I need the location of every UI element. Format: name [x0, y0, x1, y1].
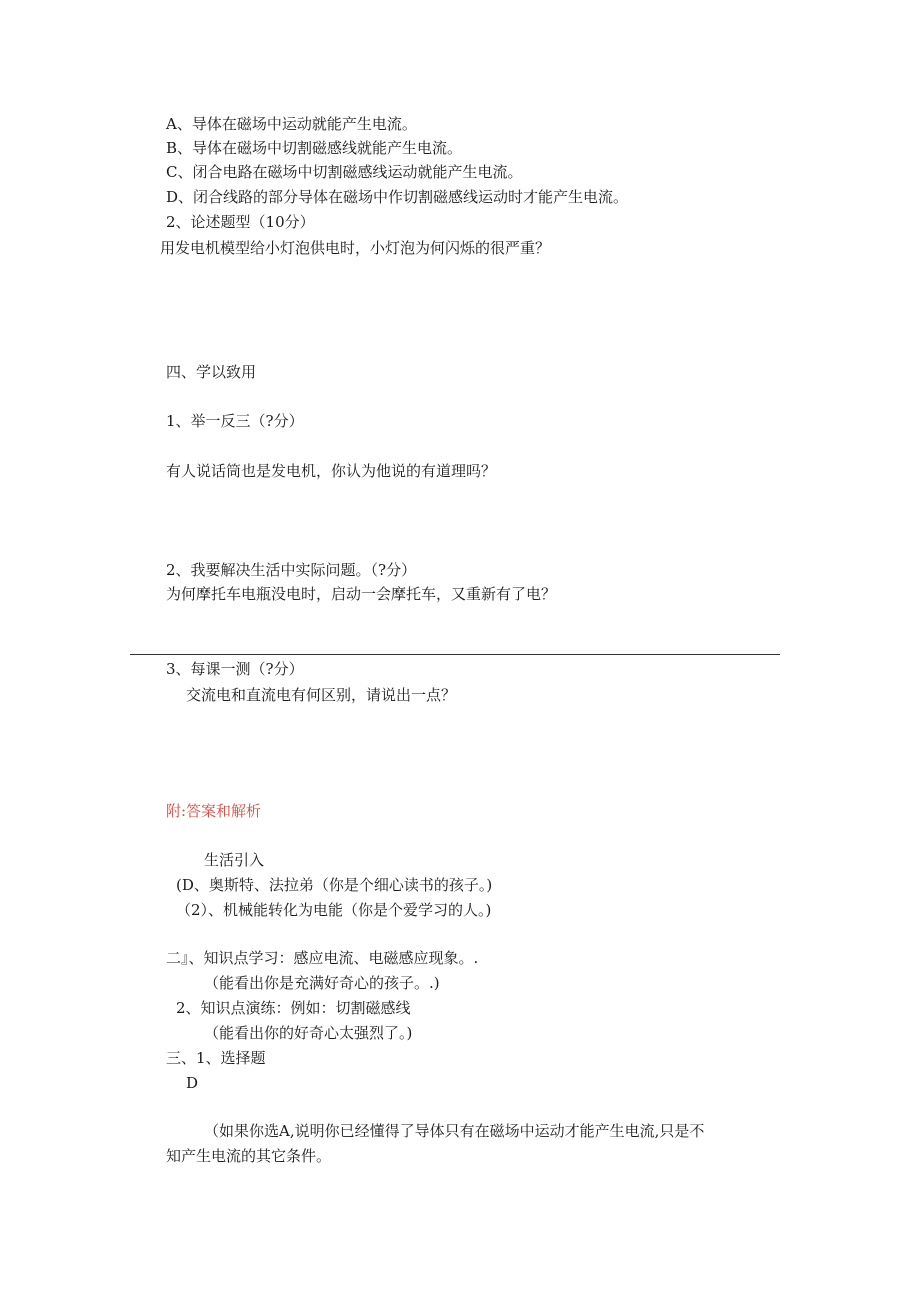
essay-heading: 2、论述题型（10分） — [166, 213, 315, 231]
option-a: A、导体在磁场中运动就能产生电流。 — [166, 115, 417, 133]
explanation-line-2: 知产生电流的其它条件。 — [166, 1147, 332, 1165]
explanation-line-1: （如果你选A,说明你已经懂得了导体只有在磁场中运动才能产生电流,只是不 — [204, 1122, 705, 1140]
option-d: D、闭合线路的部分导体在磁场中作切割磁感线运动时才能产生电流。 — [166, 188, 629, 206]
q3-text: 交流电和直流电有何区别，请说出一点？ — [186, 686, 457, 704]
answers-heading: 附:答案和解析 — [166, 802, 262, 820]
choice-answer: D — [186, 1074, 199, 1092]
knowledge-2: 2、知识点演练：例如：切割磁感线 — [176, 999, 411, 1017]
option-b: B、导体在磁场中切割磁感线就能产生电流。 — [166, 139, 463, 157]
knowledge-1-note: （能看出你是充满好奇心的孩子。.) — [204, 974, 440, 992]
q1-text: 有人说话筒也是发电机，你认为他说的有道理吗？ — [166, 462, 497, 480]
intro-answer-1: (D、奥斯特、法拉弟（你是个细心读书的孩子。) — [176, 876, 493, 894]
q2-text: 为何摩托车电瓶没电时，启动一会摩托车，又重新有了电？ — [166, 585, 557, 603]
intro-answer-2: （2）、机械能转化为电能（你是个爱学习的人。) — [176, 901, 492, 919]
option-c: C、闭合电路在磁场中切割磁感线运动就能产生电流。 — [166, 163, 523, 181]
q1-heading: 1、举一反三（?分） — [166, 412, 304, 430]
q3-heading: 3、每课一测（?分） — [166, 660, 304, 678]
q2-heading: 2、我要解决生活中实际问题。（?分） — [166, 561, 417, 579]
essay-question: 用发电机模型给小灯泡供电时，小灯泡为何闪烁的很严重？ — [160, 239, 551, 257]
section4-heading: 四、学以致用 — [166, 363, 257, 381]
knowledge-1: 二』、知识点学习：感应电流、电磁感应现象。. — [166, 949, 479, 967]
intro-heading: 生活引入 — [204, 851, 265, 869]
knowledge-2-note: （能看出你的好奇心太强烈了。) — [204, 1024, 413, 1042]
horizontal-rule — [130, 654, 780, 655]
choice-heading: 三、1、选择题 — [166, 1049, 266, 1067]
